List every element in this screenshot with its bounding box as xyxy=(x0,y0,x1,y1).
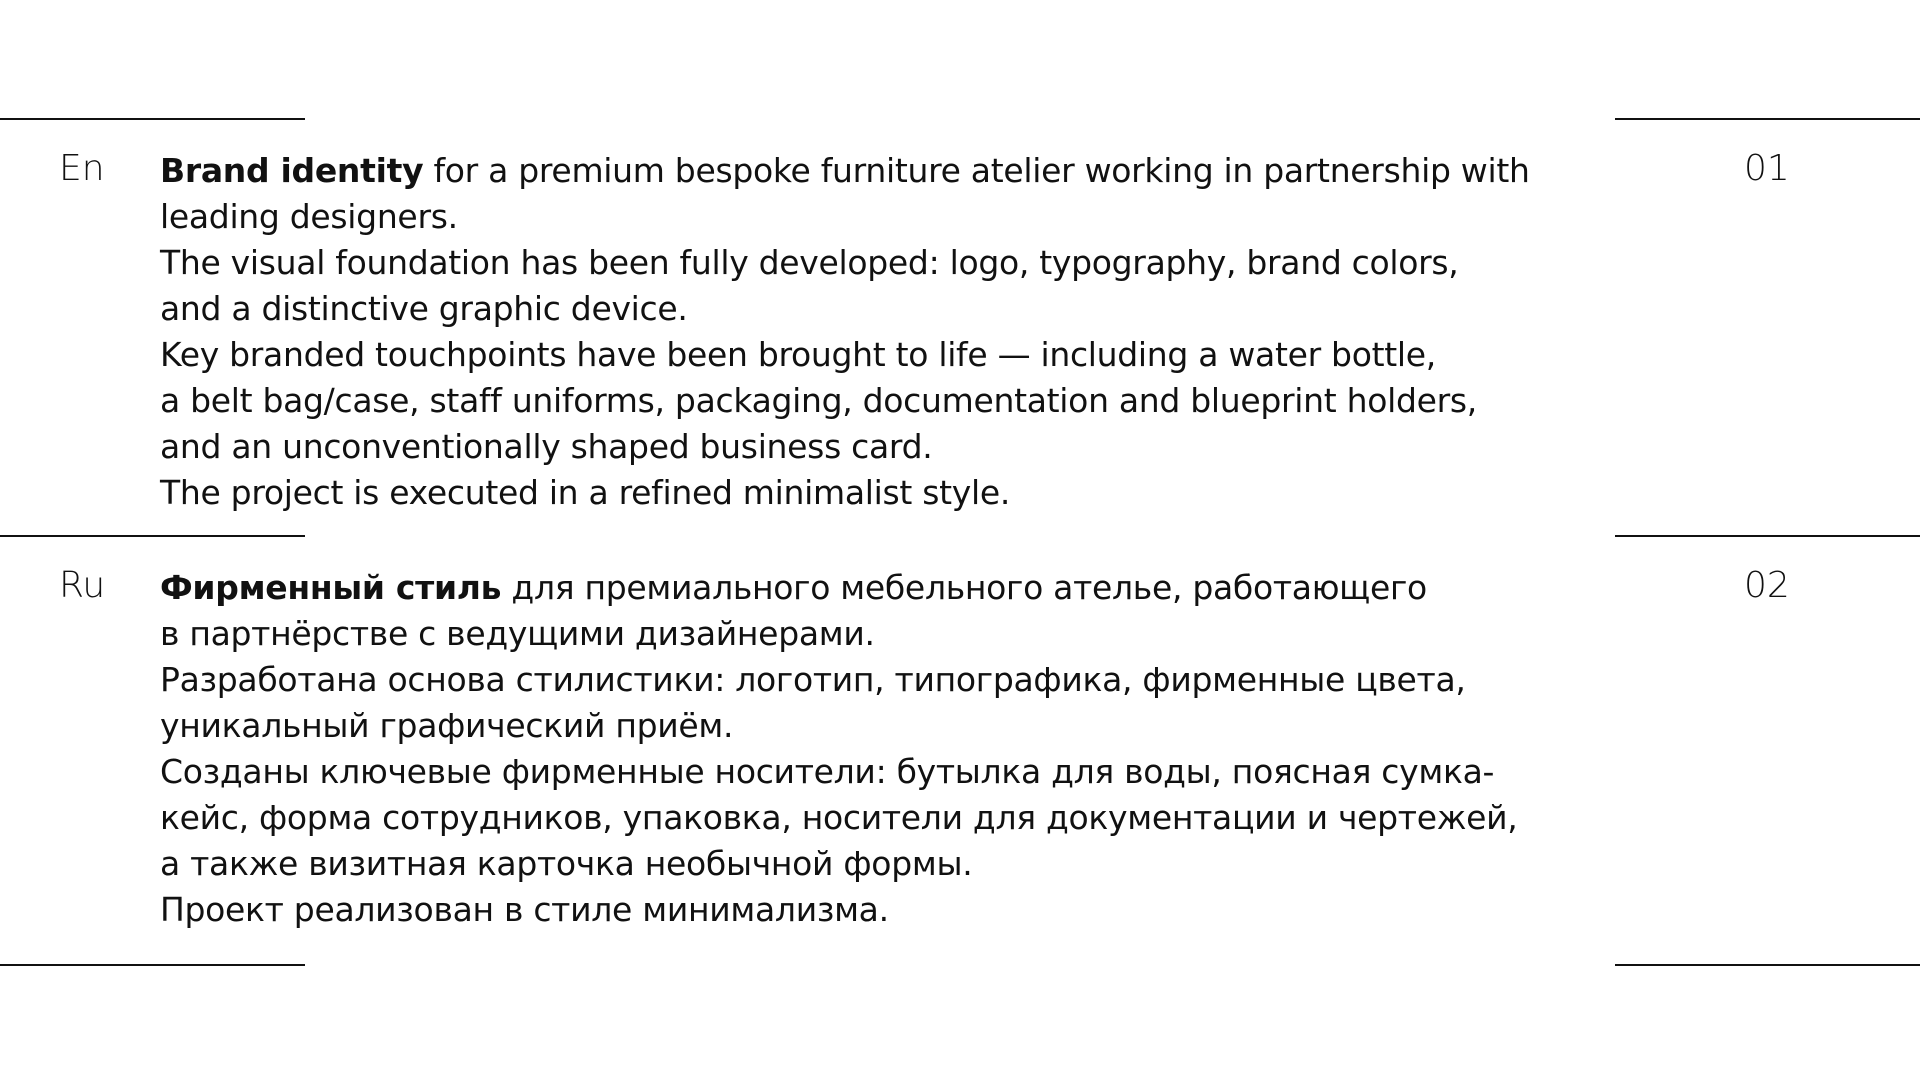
description-en xyxy=(160,148,1680,516)
section-number-02: 02 xyxy=(1744,565,1790,606)
description-line: Разработана основа стилистики: логотип, типографика, фирменные цвета, xyxy=(160,660,1466,699)
description-line: The visual foundation has been fully developed: logo, typography, brand colors, xyxy=(160,243,1459,282)
divider-middle-right xyxy=(1615,535,1920,537)
description-ru xyxy=(160,565,1680,933)
description-title: Brand identity xyxy=(160,151,424,190)
description-line: Проект реализован в стиле минимализма. xyxy=(160,890,889,929)
description-first-line-text: for a premium bespoke furniture atelier working in partnership with xyxy=(423,151,1530,190)
description-line: Созданы ключевые фирменные носители: бутылка для воды, поясная сумка- xyxy=(160,752,1495,791)
description-line: кейс, форма сотрудников, упаковка, носители для документации и чертежей, xyxy=(160,798,1518,837)
description-line xyxy=(160,565,1680,611)
description-title: Фирменный стиль xyxy=(160,568,502,607)
divider-middle-left xyxy=(0,535,305,537)
description-line: and a distinctive graphic device. xyxy=(160,289,688,328)
description-line: Key branded touchpoints have been brought to life — including a water bottle, xyxy=(160,335,1436,374)
divider-top-left xyxy=(0,118,305,120)
description-line xyxy=(160,148,1680,194)
description-line: The project is executed in a refined minimalist style. xyxy=(160,473,1011,512)
description-line: уникальный графический приём. xyxy=(160,706,734,745)
description-first-line-text: для премиального мебельного ателье, работающего xyxy=(501,568,1427,607)
description-line: leading designers. xyxy=(160,197,458,236)
description-line: a belt bag/case, staff uniforms, packaging, documentation and blueprint holders, xyxy=(160,381,1477,420)
language-label-ru: Ru xyxy=(59,565,106,606)
divider-bottom-left xyxy=(0,964,305,966)
divider-bottom-right xyxy=(1615,964,1920,966)
section-number-01: 01 xyxy=(1744,148,1790,189)
description-line: and an unconventionally shaped business card. xyxy=(160,427,933,466)
description-line: в партнёрстве с ведущими дизайнерами. xyxy=(160,614,875,653)
divider-top-right xyxy=(1615,118,1920,120)
description-line: а также визитная карточка необычной формы. xyxy=(160,844,973,883)
language-label-en: En xyxy=(59,148,105,189)
